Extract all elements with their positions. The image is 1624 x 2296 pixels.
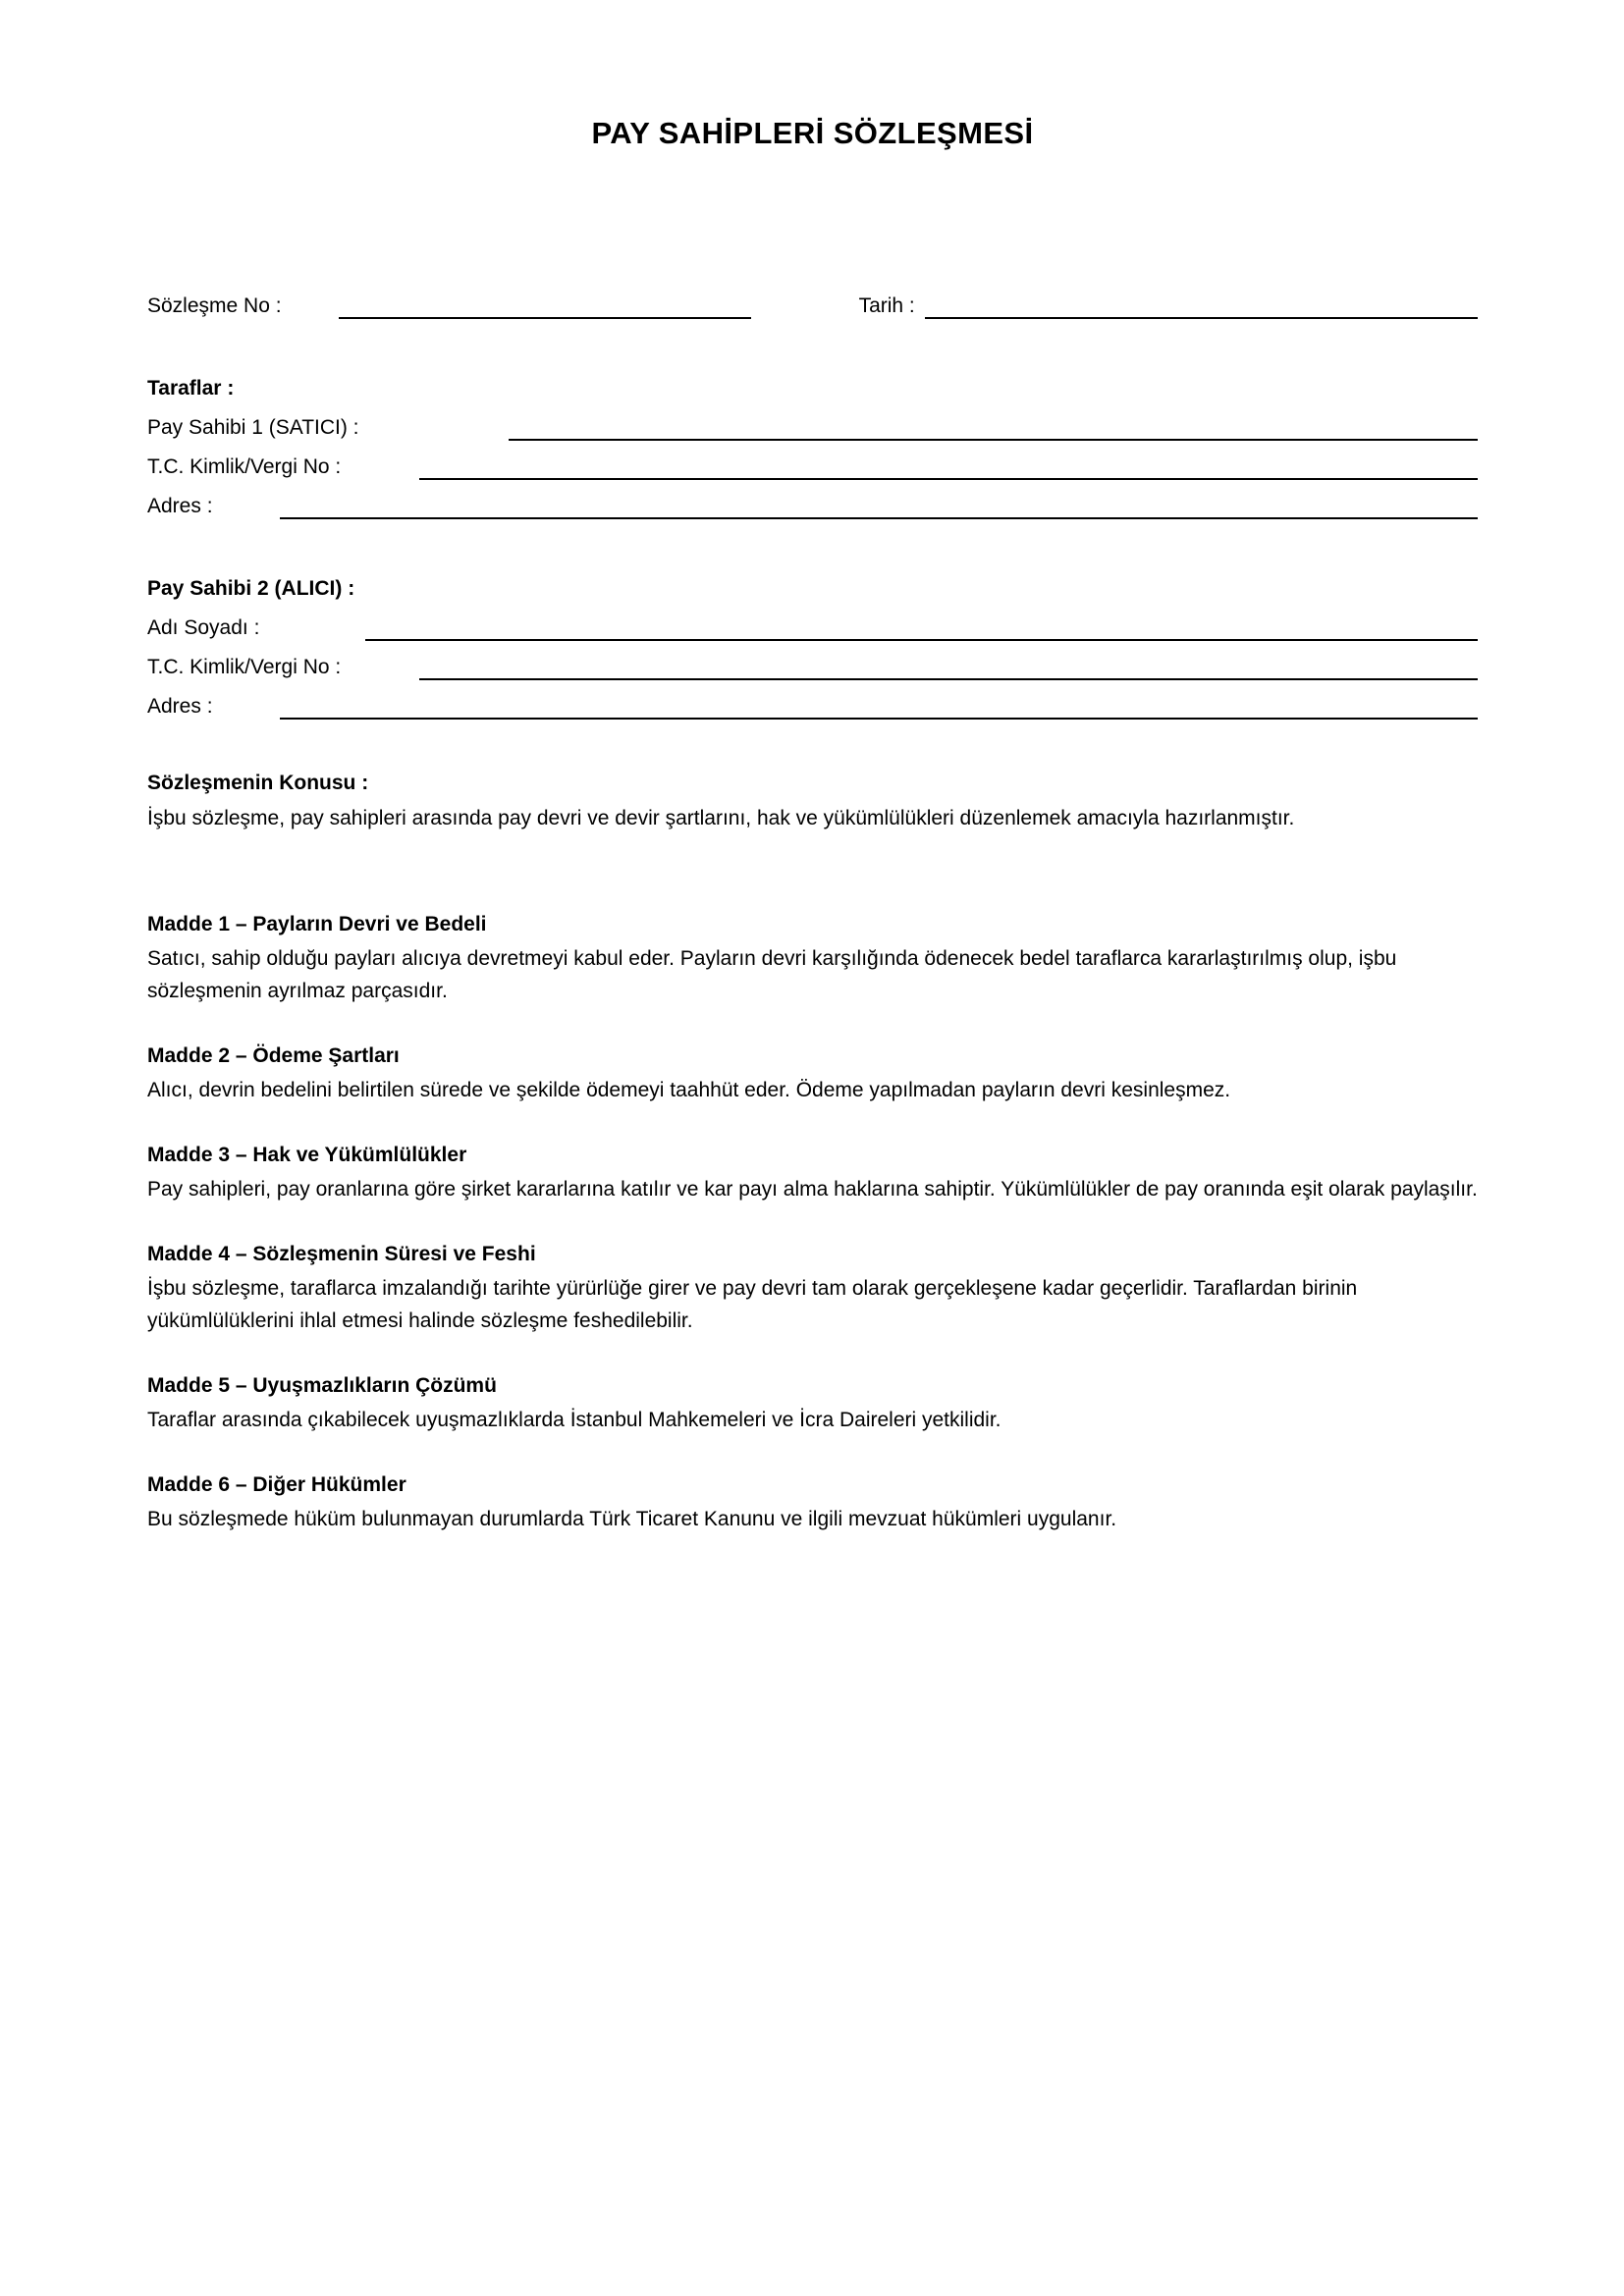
party1-address-input[interactable] xyxy=(280,501,1478,519)
clause-4-title: Madde 4 – Sözleşmenin Süresi ve Feshi xyxy=(147,1243,536,1265)
party1-name-row xyxy=(147,415,1478,441)
party2-id-input[interactable] xyxy=(419,662,1478,680)
party2-id-row xyxy=(147,655,1478,680)
clause-1-title: Madde 1 – Payların Devri ve Bedeli xyxy=(147,913,487,935)
party2-name-row xyxy=(147,615,1478,641)
party1-id-input[interactable] xyxy=(419,461,1478,480)
clause-3 xyxy=(147,1142,1478,1205)
subject-heading: Sözleşmenin Konusu : xyxy=(147,772,369,794)
party1-id-row xyxy=(147,454,1478,480)
party1-name-input[interactable] xyxy=(509,422,1478,441)
document-content xyxy=(147,0,1478,1535)
clause-3-body: Pay sahipleri, pay oranlarına göre şirket kararlarına katılır ve kar payı alma haklarına sahiptir. Yükümlülükler de pay oranında eşit olarak paylaşılır. xyxy=(147,1178,1478,1201)
date-label: Tarih : xyxy=(858,294,915,317)
spacer xyxy=(147,834,1478,876)
clause-3-title: Madde 3 – Hak ve Yükümlülükler xyxy=(147,1144,467,1166)
clause-2-body: Alıcı, devrin bedelini belirtilen sürede ve şekilde ödemeyi taahhüt eder. Ödeme yapılmadan payların devri kesinleşmez. xyxy=(147,1079,1231,1101)
contract-header-row xyxy=(147,294,1478,319)
clause-6-title: Madde 6 – Diğer Hükümler xyxy=(147,1473,406,1496)
clause-2-title: Madde 2 – Ödeme Şartları xyxy=(147,1044,400,1067)
clause-5 xyxy=(147,1372,1478,1436)
clause-4 xyxy=(147,1241,1478,1337)
clause-6-body: Bu sözleşmede hüküm bulunmayan durumlarda Türk Ticaret Kanunu ve ilgili mevzuat hükümleri uygulanır. xyxy=(147,1508,1117,1530)
party1-name-label: Pay Sahibi 1 (SATICI) : xyxy=(147,416,359,439)
party2-address-input[interactable] xyxy=(280,701,1478,720)
subject-text: İşbu sözleşme, pay sahipleri arasında pay devri ve devir şartlarını, hak ve yükümlülükleri düzenlemek amacıyla hazırlanmıştır. xyxy=(147,807,1295,829)
party2-name-input[interactable] xyxy=(365,622,1478,641)
clause-6 xyxy=(147,1471,1478,1535)
clause-5-body: Taraflar arasında çıkabilecek uyuşmazlıklarda İstanbul Mahkemeleri ve İcra Daireleri yetkilidir. xyxy=(147,1409,1001,1431)
parties-heading: Taraflar : xyxy=(147,377,235,400)
party2-name-label: Adı Soyadı : xyxy=(147,616,260,639)
date-input[interactable] xyxy=(925,300,1478,319)
clause-1 xyxy=(147,911,1478,1007)
contract-no-label: Sözleşme No : xyxy=(147,294,282,317)
clause-4-body: İşbu sözleşme, taraflarca imzalandığı tarihte yürürlüğe girer ve pay devri tam olarak gerçekleşene kadar geçerlidir. Taraflardan birinin yükümlülüklerini ihlal etmesi halinde sözleşme feshedilebilir. xyxy=(147,1277,1358,1332)
clause-1-body: Satıcı, sahip olduğu payları alıcıya devretmeyi kabul eder. Payların devri karşılığında ödenecek bedel taraflarca kararlaştırılmış olup, işbu sözleşmenin ayrılmaz parçasıdır. xyxy=(147,947,1397,1002)
clause-2 xyxy=(147,1042,1478,1106)
page-title: PAY SAHİPLERİ SÖZLEŞMESİ xyxy=(591,116,1034,150)
clause-5-title: Madde 5 – Uyuşmazlıkların Çözümü xyxy=(147,1374,497,1397)
party2-id-label: T.C. Kimlik/Vergi No : xyxy=(147,656,342,678)
party1-address-row xyxy=(147,494,1478,519)
party2-heading: Pay Sahibi 2 (ALICI) : xyxy=(147,577,355,600)
party2-address-label: Adres : xyxy=(147,695,213,718)
party2-address-row xyxy=(147,694,1478,720)
party1-id-label: T.C. Kimlik/Vergi No : xyxy=(147,455,342,478)
party1-address-label: Adres : xyxy=(147,495,213,517)
contract-no-input[interactable] xyxy=(339,300,751,319)
